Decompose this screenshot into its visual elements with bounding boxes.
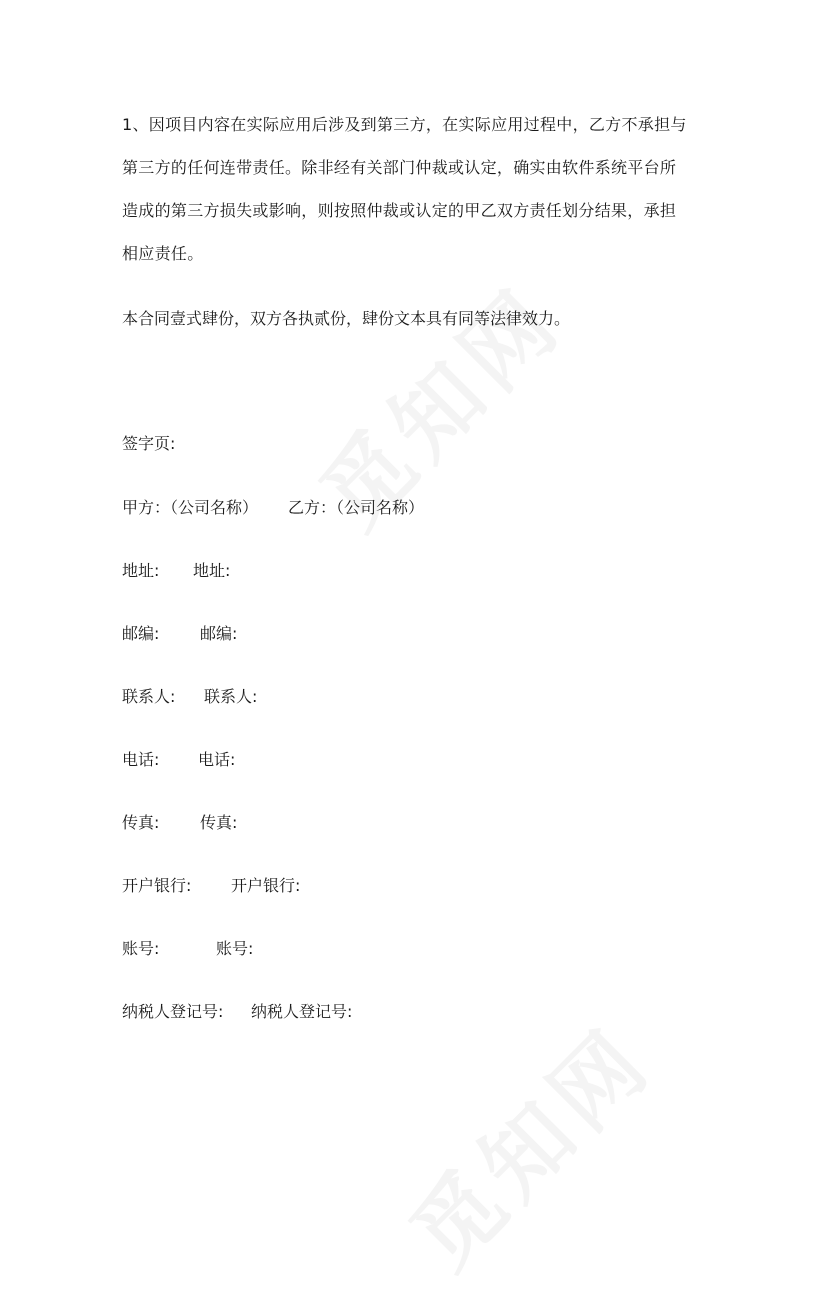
field-phone	[122, 749, 622, 771]
clause-line: 第三方的任何连带责任。除非经有关部门仲裁或认定，确实由软件系统平台所	[122, 158, 677, 177]
field-account	[122, 938, 622, 960]
party-a-label: 甲方：（公司名称）	[122, 498, 259, 517]
watermark-bottom	[379, 995, 676, 1292]
field-postcode	[122, 623, 622, 645]
signature-title: 签字页:	[122, 434, 176, 453]
postcode-a-label: 邮编:	[122, 624, 160, 643]
clause-line: 造成的第三方损失或影响，则按照仲裁或认定的甲乙双方责任划分结果，承担	[122, 201, 677, 220]
postcode-b-label: 邮编:	[200, 624, 238, 643]
contact-a-label: 联系人:	[122, 687, 176, 706]
clause-paragraph	[122, 103, 702, 275]
tax-id-a-label: 纳税人登记号:	[122, 1002, 224, 1021]
tax-id-b-label: 纳税人登记号:	[251, 1002, 353, 1021]
field-fax	[122, 812, 622, 834]
phone-b-label: 电话:	[198, 750, 236, 769]
bank-b-label: 开户银行:	[231, 876, 301, 895]
clause-line: 相应责任。	[122, 244, 204, 263]
bank-a-label: 开户银行:	[122, 876, 192, 895]
field-tax-id	[122, 1001, 622, 1023]
field-address	[122, 560, 622, 582]
field-party	[122, 497, 622, 519]
copies-statement: 本合同壹式肆份，双方各执贰份，肆份文本具有同等法律效力。	[122, 309, 571, 328]
contact-b-label: 联系人:	[204, 687, 258, 706]
field-bank	[122, 875, 622, 897]
address-b-label: 地址:	[193, 561, 231, 580]
phone-a-label: 电话:	[122, 750, 160, 769]
fax-a-label: 传真:	[122, 813, 160, 832]
fax-b-label: 传真:	[200, 813, 238, 832]
address-a-label: 地址:	[122, 561, 160, 580]
clause-line: 1、因项目内容在实际应用后涉及到第三方，在实际应用过程中，乙方不承担与	[122, 115, 687, 134]
account-b-label: 账号:	[216, 939, 254, 958]
field-contact	[122, 686, 622, 708]
party-b-label: 乙方：（公司名称）	[288, 498, 425, 517]
account-a-label: 账号:	[122, 939, 160, 958]
